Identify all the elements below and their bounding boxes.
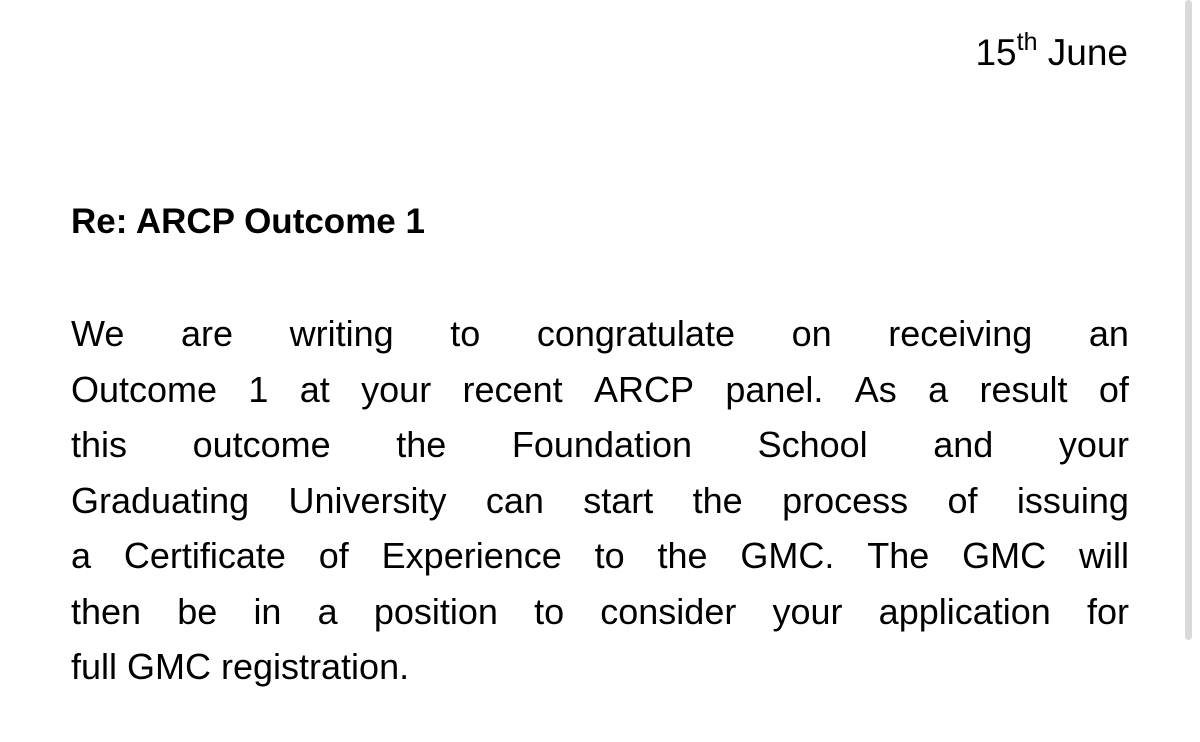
body-word: of: [1098, 368, 1129, 410]
body-word: issuing: [1016, 479, 1129, 521]
body-word: your: [361, 368, 432, 410]
body-word: GMC: [962, 535, 1047, 576]
body-word: Graduating: [71, 479, 250, 521]
body-word: As: [854, 368, 897, 410]
body-line: [71, 584, 1129, 640]
scrollbar-thumb[interactable]: [1185, 0, 1192, 640]
body-word: School: [757, 424, 868, 465]
body-word: panel.: [725, 368, 824, 410]
body-word: are: [180, 313, 233, 354]
date-month: June: [1047, 32, 1128, 73]
body-word: writing: [289, 313, 394, 354]
body-line: [71, 362, 1129, 418]
body-word: congratulate: [536, 313, 735, 354]
body-word: receiving: [888, 313, 1033, 354]
body-word: position: [373, 590, 498, 632]
body-word: in: [253, 590, 282, 632]
body-word: can: [485, 479, 544, 521]
body-word: be: [177, 590, 218, 632]
body-line: [71, 417, 1129, 473]
body-word: of: [947, 479, 978, 521]
letter-subject: Re: ARCP Outcome 1: [71, 202, 425, 241]
body-word: recent: [462, 368, 563, 410]
body-word: Experience: [381, 535, 562, 576]
body-word: a: [71, 535, 92, 576]
body-word: to: [450, 313, 481, 354]
body-word: ARCP: [593, 368, 694, 410]
letter-body: [71, 306, 1129, 695]
body-word: your: [772, 590, 843, 632]
body-line: [71, 473, 1129, 529]
body-word: this: [71, 424, 128, 465]
body-word: to: [534, 590, 565, 632]
body-word: The: [867, 535, 930, 576]
body-word: a: [317, 590, 338, 632]
body-word: Outcome: [71, 368, 218, 410]
body-line-last: full GMC registration.: [71, 646, 410, 687]
body-word: We: [71, 313, 125, 354]
body-line: [71, 306, 1129, 362]
body-word: the: [396, 424, 447, 465]
body-word: at: [299, 368, 330, 410]
body-word: of: [318, 535, 349, 576]
body-line: [71, 528, 1129, 584]
body-word: for: [1086, 590, 1129, 632]
body-word: will: [1078, 535, 1129, 576]
body-word: to: [594, 535, 625, 576]
body-word: result: [979, 368, 1068, 410]
body-word: an: [1088, 313, 1129, 354]
body-word: your: [1058, 424, 1129, 465]
body-word: application: [878, 590, 1051, 632]
body-word: on: [791, 313, 832, 354]
body-word: then: [71, 590, 142, 632]
body-word: Foundation: [511, 424, 693, 465]
date-day: 15: [975, 32, 1017, 73]
date-suffix: th: [1016, 28, 1038, 56]
body-word: GMC.: [740, 535, 835, 576]
body-word: consider: [600, 590, 737, 632]
body-word: start: [583, 479, 654, 521]
body-word: University: [288, 479, 447, 521]
body-word: a: [928, 368, 949, 410]
body-word: the: [692, 479, 743, 521]
body-word: the: [657, 535, 708, 576]
body-word: outcome: [192, 424, 331, 465]
body-word: Certificate: [123, 535, 286, 576]
body-word: process: [782, 479, 909, 521]
letter-date: [975, 30, 1128, 76]
body-word: 1: [248, 368, 269, 410]
body-word: and: [933, 424, 994, 465]
